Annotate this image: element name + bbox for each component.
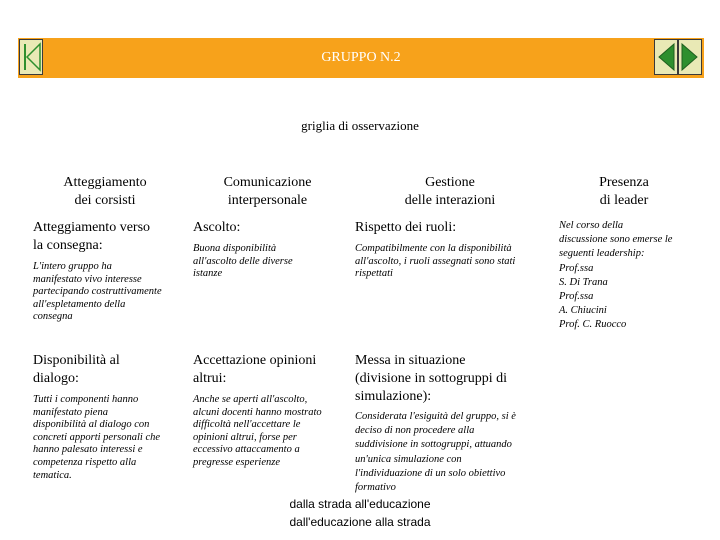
cell-disponibilita-dialogo xyxy=(33,352,183,482)
previous-slide-icon xyxy=(655,40,677,74)
cell-heading: Accettazione opinioni altrui: xyxy=(193,353,317,386)
cell-ascolto xyxy=(193,219,348,281)
title-banner xyxy=(18,38,704,78)
cell-text: Tutti i componenti hanno manifestato piena disponibilità al dialogo con concreti apporti personali che hanno palesato interessi e competenza rispetto alla tematica. xyxy=(33,394,161,481)
cell-leadership xyxy=(559,219,699,333)
column-header-gestione: Gestione delle interazioni xyxy=(404,175,496,208)
next-slide-icon xyxy=(679,40,701,74)
cell-rispetto-ruoli xyxy=(355,219,545,281)
cell-heading: Ascolto: xyxy=(193,220,241,235)
cell-accettazione-opinioni xyxy=(193,352,348,470)
subtitle: griglia di osservazione xyxy=(301,118,419,133)
cell-text: Considerata l'esiguità del gruppo, si è deciso di non procedere alla suddivisione in sottogruppi, attuando un'unica simulazione con l'individuazione di un solo obiettivo formativo xyxy=(355,411,516,494)
cell-text: Anche se aperti all'ascolto, alcuni docenti hanno mostrato difficoltà nell'accettare le opinioni altrui, forse per eccessivo attaccamento a pregresse esperienze xyxy=(193,394,322,468)
cell-text: Nel corso della discussione sono emerse le seguenti leadership: Prof.ssa S. Di Trana Prof.ssa A. Chiucini Prof. C. Ruocco xyxy=(559,220,673,331)
page-title: GRUPPO N.2 xyxy=(321,50,401,65)
cell-heading: Disponibilità al dialogo: xyxy=(33,353,120,386)
cell-heading: Messa in situazione (divisione in sottogruppi di simulazione): xyxy=(355,353,508,404)
column-header-comunicazione: Comunicazione interpersonale xyxy=(223,175,312,208)
cell-heading: Rispetto dei ruoli: xyxy=(355,220,457,235)
cell-atteggiamento-consegna xyxy=(33,219,183,324)
next-slide-button[interactable] xyxy=(678,39,702,75)
cell-heading: Atteggiamento verso la consegna: xyxy=(33,220,151,253)
cell-messa-in-situazione xyxy=(355,352,545,495)
footer-line-1: dalla strada all'educazione xyxy=(289,497,431,511)
cell-text: L'intero gruppo ha manifestato vivo interesse partecipando costruttivamente all'espletamento della consegna xyxy=(33,261,162,323)
footer-line-2: dall'educazione alla strada xyxy=(289,515,431,529)
cell-text: Buona disponibilità all'ascolto delle diverse istanze xyxy=(193,243,293,280)
column-header-leader: Presenza di leader xyxy=(599,175,649,208)
column-header-atteggiamento: Atteggiamento dei corsisti xyxy=(63,175,147,208)
cell-text: Compatibilmente con la disponibilità all'ascolto, i ruoli assegnati sono stati rispettati xyxy=(355,243,516,280)
previous-slide-button[interactable] xyxy=(654,39,678,75)
